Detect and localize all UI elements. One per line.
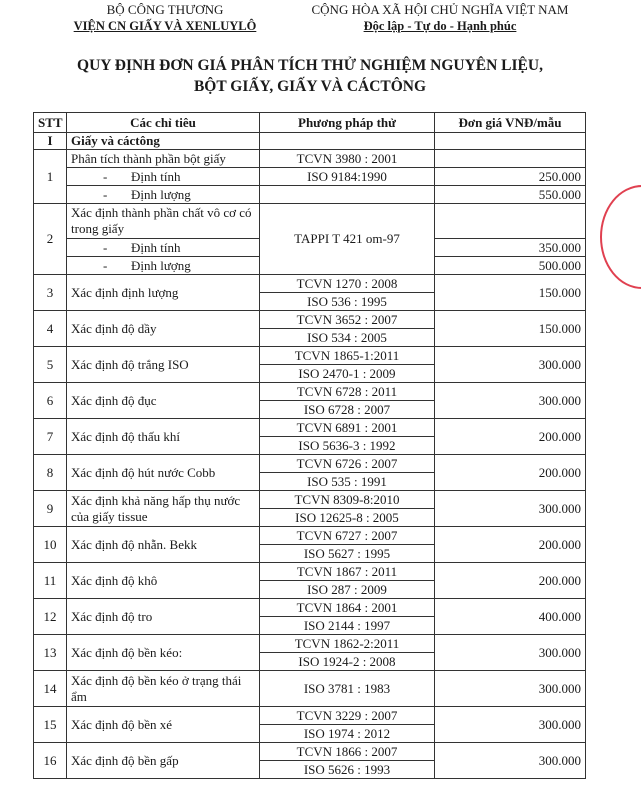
row-stt: 1 bbox=[34, 150, 67, 204]
row-stt: 11 bbox=[34, 563, 67, 599]
row-price: 200.000 bbox=[435, 455, 586, 491]
header-indicator: Các chỉ tiêu bbox=[67, 113, 260, 133]
row-stt: 5 bbox=[34, 347, 67, 383]
row-indicator: Xác định độ bền kéo: bbox=[67, 635, 260, 671]
row-stt: 4 bbox=[34, 311, 67, 347]
row-indicator: Xác định độ bền gấp bbox=[67, 743, 260, 779]
row-price: 150.000 bbox=[435, 311, 586, 347]
row-method: ISO 287 : 2009 bbox=[260, 581, 435, 599]
row-method: TCVN 3229 : 2007 bbox=[260, 707, 435, 725]
table-row bbox=[34, 419, 586, 437]
row-stt: 6 bbox=[34, 383, 67, 419]
row-method: ISO 5636-3 : 1992 bbox=[260, 437, 435, 455]
table-row bbox=[34, 150, 586, 168]
empty-cell bbox=[435, 150, 586, 168]
empty-cell bbox=[435, 204, 586, 239]
row-method: TCVN 1867 : 2011 bbox=[260, 563, 435, 581]
table-row bbox=[34, 635, 586, 653]
table-row bbox=[34, 707, 586, 725]
row-method: ISO 536 : 1995 bbox=[260, 293, 435, 311]
table-row bbox=[34, 383, 586, 401]
row-indicator: Xác định khả năng hấp thụ nước của giấy tissue bbox=[67, 491, 260, 527]
table-row bbox=[34, 491, 586, 509]
row-method: ISO 5627 : 1995 bbox=[260, 545, 435, 563]
red-seal bbox=[600, 185, 641, 289]
row-method: ISO 9184:1990 bbox=[260, 168, 435, 186]
table-row bbox=[34, 204, 586, 239]
row-indicator: Xác định độ thấu khí bbox=[67, 419, 260, 455]
institute-name: VIỆN CN GIẤY VÀ XENLUYLÔ bbox=[73, 19, 257, 33]
title-line-1: QUY ĐỊNH ĐƠN GIÁ PHÂN TÍCH THỬ NGHIỆM NGUYÊN LIỆU, bbox=[77, 57, 543, 74]
row-method: TCVN 1270 : 2008 bbox=[260, 275, 435, 293]
row-indicator: Xác định thành phần chất vô cơ có trong giấy bbox=[67, 204, 260, 239]
row-price: 300.000 bbox=[435, 383, 586, 419]
row-indicator: Xác định độ tro bbox=[67, 599, 260, 635]
row-method: ISO 535 : 1991 bbox=[260, 473, 435, 491]
ministry-name: BỘ CÔNG THƯƠNG bbox=[106, 2, 224, 17]
row-price: 550.000 bbox=[435, 186, 586, 204]
row-price: 300.000 bbox=[435, 671, 586, 707]
table-row bbox=[34, 275, 586, 293]
row-indicator: Xác định độ hút nước Cobb bbox=[67, 455, 260, 491]
row-indicator: Xác định độ dầy bbox=[67, 311, 260, 347]
section-name: Giấy và cáctông bbox=[67, 133, 260, 150]
row-method: TCVN 6726 : 2007 bbox=[260, 455, 435, 473]
row-method: TAPPI T 421 om-97 bbox=[260, 204, 435, 275]
row-stt: 3 bbox=[34, 275, 67, 311]
row-price: 400.000 bbox=[435, 599, 586, 635]
row-stt: 9 bbox=[34, 491, 67, 527]
row-price: 200.000 bbox=[435, 419, 586, 455]
row-sub-indicator: - Định lượng bbox=[67, 186, 260, 204]
row-method: TCVN 1865-1:2011 bbox=[260, 347, 435, 365]
row-stt: 14 bbox=[34, 671, 67, 707]
row-price: 150.000 bbox=[435, 275, 586, 311]
row-stt: 8 bbox=[34, 455, 67, 491]
row-indicator: Xác định độ đục bbox=[67, 383, 260, 419]
section-row bbox=[34, 133, 586, 150]
row-indicator: Xác định định lượng bbox=[67, 275, 260, 311]
national-header bbox=[290, 2, 590, 34]
empty-cell bbox=[260, 186, 435, 204]
row-method: ISO 6728 : 2007 bbox=[260, 401, 435, 419]
empty-cell bbox=[435, 133, 586, 150]
row-method: ISO 534 : 2005 bbox=[260, 329, 435, 347]
table-row bbox=[34, 671, 586, 707]
price-table bbox=[33, 112, 586, 779]
national-motto: Độc lập - Tự do - Hạnh phúc bbox=[363, 19, 517, 33]
row-stt: 16 bbox=[34, 743, 67, 779]
row-method: TCVN 6891 : 2001 bbox=[260, 419, 435, 437]
row-price: 300.000 bbox=[435, 491, 586, 527]
row-stt: 10 bbox=[34, 527, 67, 563]
row-method: TCVN 3652 : 2007 bbox=[260, 311, 435, 329]
table-row bbox=[34, 455, 586, 473]
row-stt: 13 bbox=[34, 635, 67, 671]
row-indicator: Xác định độ bền kéo ở trạng thái ẩm bbox=[67, 671, 260, 707]
row-price: 350.000 bbox=[435, 239, 586, 257]
table-row bbox=[34, 527, 586, 545]
row-stt: 12 bbox=[34, 599, 67, 635]
republic-name: CỘNG HÒA XÃ HỘI CHỦ NGHĨA VIỆT NAM bbox=[311, 2, 569, 17]
table-row bbox=[34, 347, 586, 365]
row-price: 200.000 bbox=[435, 563, 586, 599]
row-price: 500.000 bbox=[435, 257, 586, 275]
row-price: 200.000 bbox=[435, 527, 586, 563]
header-stt: STT bbox=[34, 113, 67, 133]
row-price: 300.000 bbox=[435, 743, 586, 779]
row-price: 250.000 bbox=[435, 168, 586, 186]
row-stt: 15 bbox=[34, 707, 67, 743]
section-stt: I bbox=[34, 133, 67, 150]
row-price: 300.000 bbox=[435, 347, 586, 383]
table-row bbox=[34, 743, 586, 761]
row-sub-indicator: - Định tính bbox=[67, 239, 260, 257]
institute-header bbox=[40, 2, 290, 34]
row-method: TCVN 1864 : 2001 bbox=[260, 599, 435, 617]
table-row bbox=[34, 563, 586, 581]
row-price: 300.000 bbox=[435, 635, 586, 671]
row-indicator: Xác định độ nhẵn. Bekk bbox=[67, 527, 260, 563]
row-method: ISO 1924-2 : 2008 bbox=[260, 653, 435, 671]
row-price: 300.000 bbox=[435, 707, 586, 743]
table-row bbox=[34, 168, 586, 186]
header-method: Phương pháp thử bbox=[260, 113, 435, 133]
row-sub-indicator: - Định lượng bbox=[67, 257, 260, 275]
row-method: ISO 2144 : 1997 bbox=[260, 617, 435, 635]
row-method: ISO 3781 : 1983 bbox=[260, 671, 435, 707]
header-price: Đơn giá VNĐ/mẫu bbox=[435, 113, 586, 133]
row-method: TCVN 8309-8:2010 bbox=[260, 491, 435, 509]
row-method: TCVN 6727 : 2007 bbox=[260, 527, 435, 545]
row-method: ISO 2470-1 : 2009 bbox=[260, 365, 435, 383]
row-indicator: Xác định độ trắng ISO bbox=[67, 347, 260, 383]
row-method: TCVN 1862-2:2011 bbox=[260, 635, 435, 653]
empty-cell bbox=[260, 133, 435, 150]
row-stt: 7 bbox=[34, 419, 67, 455]
row-method: TCVN 1866 : 2007 bbox=[260, 743, 435, 761]
row-method: TCVN 6728 : 2011 bbox=[260, 383, 435, 401]
table-row bbox=[34, 186, 586, 204]
title-line-2: BỘT GIẤY, GIẤY VÀ CÁCTÔNG bbox=[193, 78, 427, 95]
row-sub-indicator: - Định tính bbox=[67, 168, 260, 186]
row-indicator: Xác định độ bền xé bbox=[67, 707, 260, 743]
table-row bbox=[34, 311, 586, 329]
row-indicator: Xác định độ khô bbox=[67, 563, 260, 599]
table-header-row bbox=[34, 113, 586, 133]
row-method: ISO 1974 : 2012 bbox=[260, 725, 435, 743]
table-row bbox=[34, 599, 586, 617]
row-indicator: Phân tích thành phần bột giấy bbox=[67, 150, 260, 168]
row-method: ISO 12625-8 : 2005 bbox=[260, 509, 435, 527]
row-stt: 2 bbox=[34, 204, 67, 275]
document-title bbox=[0, 55, 620, 97]
row-method: ISO 5626 : 1993 bbox=[260, 761, 435, 779]
row-method: TCVN 3980 : 2001 bbox=[260, 150, 435, 168]
